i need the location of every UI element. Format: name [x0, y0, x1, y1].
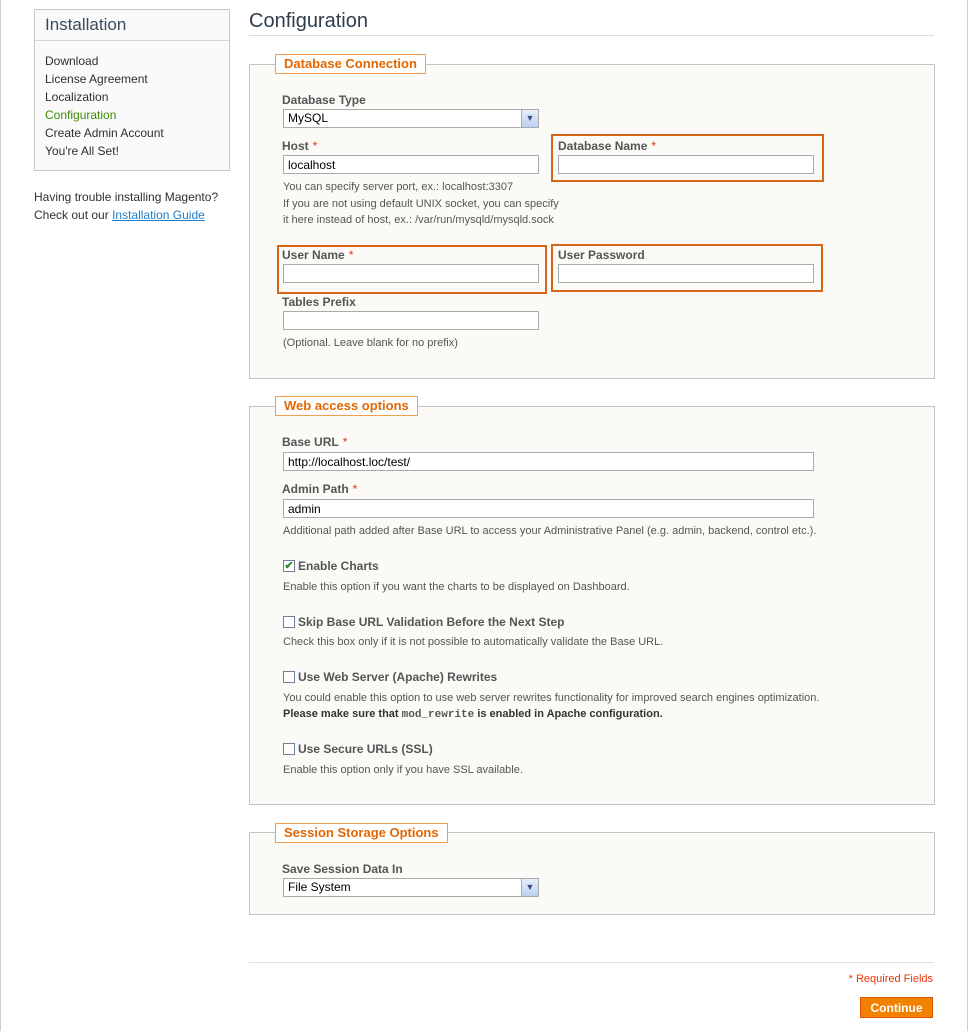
- user-password-label: User Password: [558, 248, 645, 262]
- session-storage-legend: Session Storage Options: [275, 823, 448, 843]
- base-url-label: [282, 435, 347, 449]
- database-name-label: [558, 139, 656, 153]
- required-asterisk: *: [312, 139, 318, 153]
- skip-base-url-validation-note: Check this box only if it is not possible to automatically validate the Base URL.: [283, 636, 664, 648]
- use-secure-urls-label[interactable]: Use Secure URLs (SSL): [298, 742, 433, 756]
- required-fields-note: * Required Fields: [848, 973, 933, 985]
- step-all-set: You're All Set!: [45, 144, 119, 158]
- required-asterisk: *: [651, 139, 657, 153]
- tables-prefix-label: Tables Prefix: [282, 295, 356, 309]
- continue-button[interactable]: Continue: [860, 997, 933, 1018]
- required-asterisk: *: [342, 435, 348, 449]
- title-divider: [249, 35, 934, 36]
- base-url-input[interactable]: http://localhost.loc/test/: [283, 452, 814, 471]
- use-rewrites-label[interactable]: Use Web Server (Apache) Rewrites: [298, 670, 498, 684]
- host-note-2: If you are not using default UNIX socket, you can specify: [283, 198, 559, 210]
- footer-divider: [249, 962, 934, 963]
- user-name-label: [282, 248, 353, 262]
- database-type-value: MySQL: [288, 111, 329, 125]
- tables-prefix-note: (Optional. Leave blank for no prefix): [283, 337, 458, 349]
- user-password-input[interactable]: [558, 264, 814, 283]
- enable-charts-note: Enable this option if you want the charts to be displayed on Dashboard.: [283, 581, 630, 593]
- user-name-input[interactable]: [283, 264, 539, 283]
- admin-path-label: [282, 482, 357, 496]
- host-label-text: Host: [282, 139, 309, 153]
- host-input[interactable]: localhost: [283, 155, 539, 174]
- tables-prefix-input[interactable]: [283, 311, 539, 330]
- database-connection-legend: Database Connection: [275, 54, 426, 74]
- checkmark-icon: ✔: [284, 560, 294, 572]
- save-session-select[interactable]: [283, 878, 539, 897]
- host-note-1: You can specify server port, ex.: localhost:3307: [283, 181, 514, 193]
- use-secure-urls-checkbox[interactable]: [283, 743, 295, 755]
- required-asterisk: *: [352, 482, 358, 496]
- use-rewrites-warning: [283, 706, 663, 723]
- chevron-down-icon: ▼: [521, 879, 538, 896]
- help-prefix: Check out our: [34, 208, 109, 222]
- sidebar-title: Installation: [35, 10, 229, 41]
- chevron-down-icon: ▼: [521, 110, 538, 127]
- help-line: [34, 206, 234, 224]
- use-rewrites-checkbox[interactable]: [283, 671, 295, 683]
- web-access-legend: Web access options: [275, 396, 418, 416]
- use-secure-urls-note: Enable this option only if you have SSL available.: [283, 764, 523, 776]
- skip-base-url-validation-checkbox[interactable]: [283, 616, 295, 628]
- step-configuration: Configuration: [45, 108, 117, 122]
- help-box: [34, 188, 234, 224]
- step-localization: Localization: [45, 90, 109, 104]
- installation-steps-panel: [34, 9, 230, 171]
- admin-path-note: Additional path added after Base URL to access your Administrative Panel (e.g. admin, backend, control etc.).: [283, 525, 817, 537]
- admin-path-label-text: Admin Path: [282, 482, 349, 496]
- step-download: Download: [45, 54, 99, 68]
- database-name-input[interactable]: [558, 155, 814, 174]
- warning-text-b: is enabled in Apache configuration.: [477, 708, 663, 720]
- admin-path-input[interactable]: admin: [283, 499, 814, 518]
- step-create-admin-account: Create Admin Account: [45, 126, 164, 140]
- user-name-label-text: User Name: [282, 248, 345, 262]
- save-session-value: File System: [288, 880, 351, 894]
- warning-text-a: Please make sure that: [283, 708, 399, 720]
- enable-charts-checkbox[interactable]: [283, 560, 295, 572]
- save-session-label: Save Session Data In: [282, 862, 403, 876]
- help-text: Having trouble installing Magento?: [34, 190, 219, 204]
- host-label: [282, 139, 317, 153]
- database-type-select[interactable]: [283, 109, 539, 128]
- skip-base-url-validation-label[interactable]: Skip Base URL Validation Before the Next Step: [298, 615, 565, 629]
- host-note-3: it here instead of host, ex.: /var/run/mysqld/mysqld.sock: [283, 214, 554, 226]
- enable-charts-label[interactable]: Enable Charts: [298, 559, 379, 573]
- installation-guide-link[interactable]: Installation Guide: [112, 208, 205, 222]
- database-type-label: Database Type: [282, 93, 366, 107]
- mod-rewrite-code: mod_rewrite: [401, 709, 475, 721]
- step-license-agreement: License Agreement: [45, 72, 148, 86]
- required-asterisk: *: [348, 248, 354, 262]
- steps-list: [35, 41, 229, 160]
- use-rewrites-note: You could enable this option to use web server rewrites functionality for improved search engines optimization.: [283, 692, 820, 704]
- page-title: Configuration: [249, 10, 368, 32]
- left-edge: [0, 0, 1, 1031]
- base-url-label-text: Base URL: [282, 435, 339, 449]
- database-name-label-text: Database Name: [558, 139, 648, 153]
